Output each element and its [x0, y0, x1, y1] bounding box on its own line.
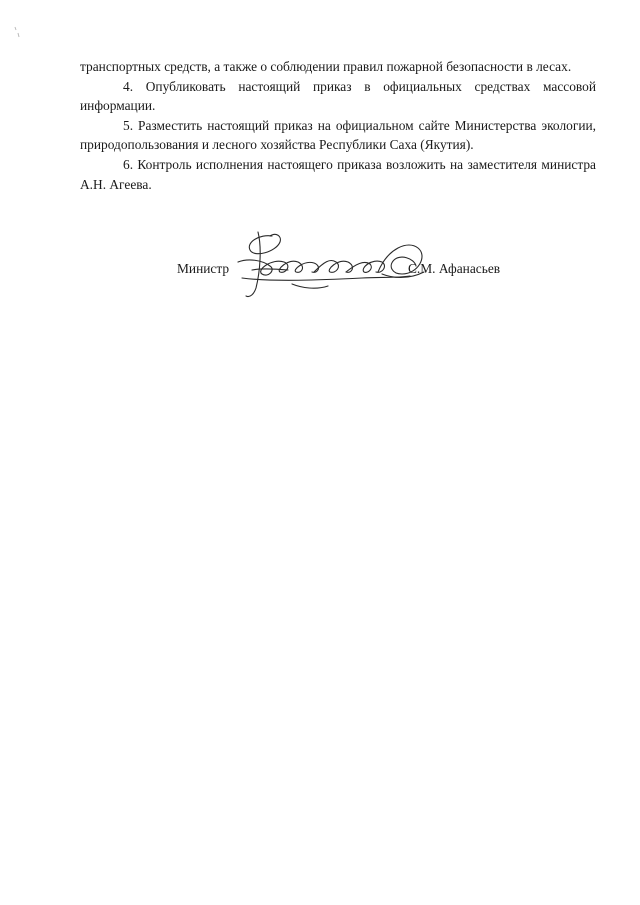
signatory-name: С.М. Афанасьев	[408, 261, 501, 276]
paragraph-6-control: 6. Контроль исполнения настоящего приказа возложить на заместителя министра А.Н. Агеева.	[80, 156, 596, 192]
document-body	[80, 57, 596, 194]
scan-artifact	[14, 26, 20, 38]
paragraph-continuation: транспортных средств, а также о соблюдении правил пожарной безопасности в лесах.	[80, 59, 572, 74]
handwritten-signature	[232, 228, 432, 302]
paragraph-5-website: 5. Разместить настоящий приказ на официальном сайте Министерства экологии, природопользования и лесного хозяйства Республики Саха (Якутия).	[80, 117, 596, 153]
signatory-title: Министр	[177, 261, 230, 276]
paragraph-4-publish: 4. Опубликовать настоящий приказ в официальных средствах массовой информации.	[80, 78, 596, 114]
